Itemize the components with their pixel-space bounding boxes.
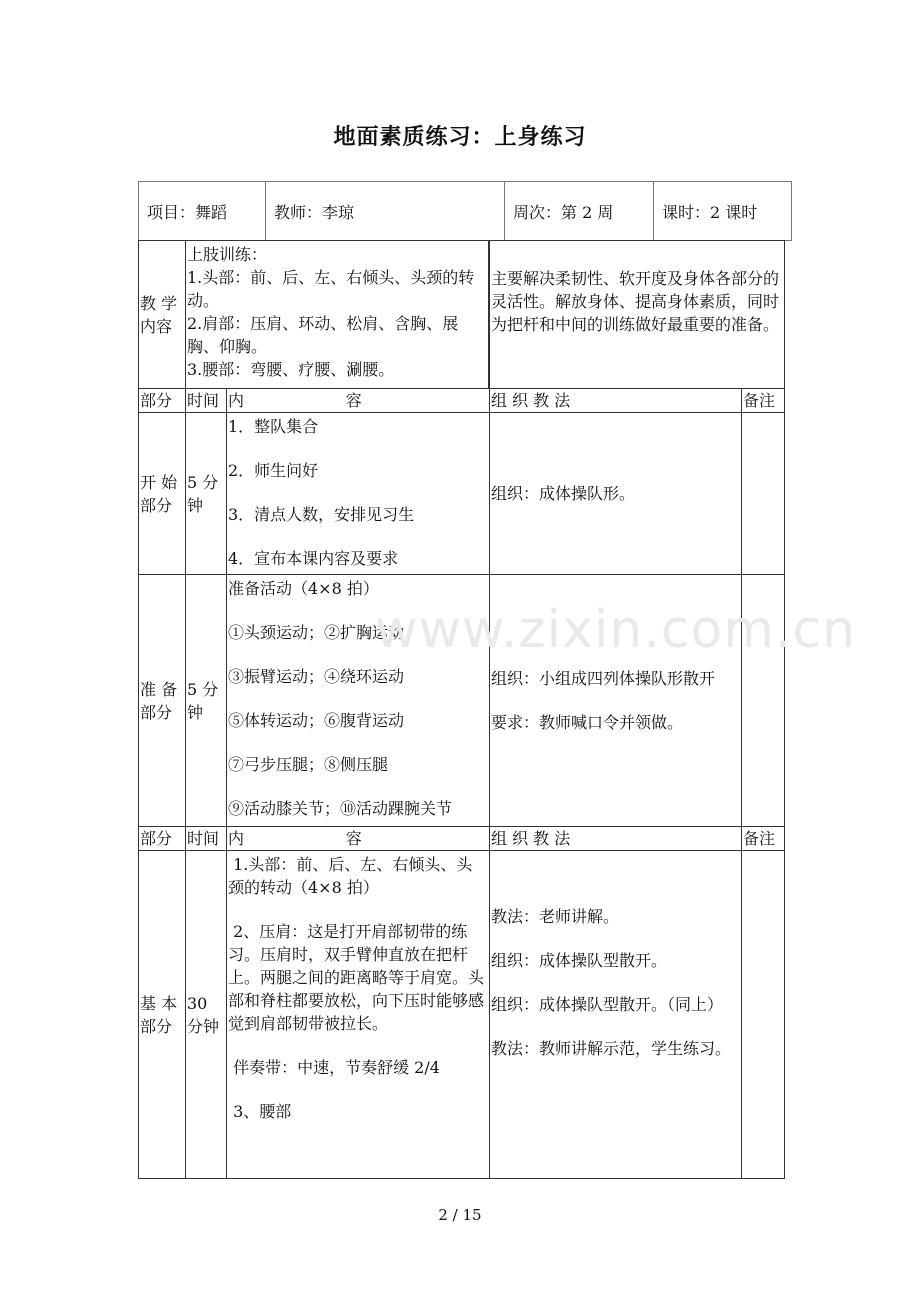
col-header-note: 备注: [742, 389, 785, 413]
content-line: 3.腰部：弯腰、疗腰、涮腰。: [187, 360, 395, 379]
content-label: 教 学 内容: [140, 293, 178, 336]
basic-item: 3、腰部: [228, 1102, 292, 1121]
prep-time: 5 分 钟: [186, 575, 227, 827]
basic-note: [742, 851, 785, 1179]
basic-section-row: [139, 851, 785, 1179]
prep-method-line: 要求：教师喊口令并领做。: [491, 713, 684, 732]
column-header-row: [139, 389, 785, 413]
start-section-row: [139, 413, 785, 575]
content-overview-cell: [186, 241, 490, 389]
task-text: 主要解决柔韧性、软开度及身体各部分的灵活性。解放身体、提高身体素质，同时为把杆和中间的训练做好最重要的准备。: [490, 241, 785, 389]
content-lines: [186, 241, 489, 388]
basic-method: [490, 851, 742, 1179]
start-time: 5 分钟: [186, 413, 227, 575]
week-cell: 周次：第 2 周: [505, 182, 654, 241]
page-title: 地面素质练习：上身练习: [333, 125, 587, 150]
basic-item: 1.头部：前、后、左、右倾头、头颈的转动（4×8 拍）: [228, 855, 473, 897]
hours-cell: 课时：2 课时: [654, 182, 792, 241]
prep-method-line: 组织：小组成四列体操队形散开: [491, 669, 716, 688]
lesson-plan-table: [138, 240, 785, 1179]
watermark: www.zixin.com.cn: [375, 600, 856, 660]
prep-content: [227, 575, 490, 827]
col-header-note: 备注: [742, 827, 785, 851]
col-header-part: 部分: [139, 827, 186, 851]
basic-item: 2、压肩：这是打开肩部韧带的练习。压肩时，双手臂伸直放在把杆上。两腿之间的距离略等于肩宽。头部和脊柱都要放松，向下压时能够感觉到肩部韧带被拉长。: [228, 922, 485, 1033]
prep-item: ③振臂运动；④绕环运动: [228, 667, 405, 686]
prep-method: [490, 575, 742, 827]
prep-item: ①头颈运动；②扩胸运动: [228, 623, 405, 642]
content-line: 上肢训练：: [187, 245, 268, 264]
prep-section-row: [139, 575, 785, 827]
col-header-time: 时间: [186, 389, 227, 413]
basic-item: 伴奏带：中速，节奏舒缓 2/4: [228, 1058, 440, 1077]
page-number: 2 / 15: [438, 1206, 482, 1224]
basic-content: [227, 851, 490, 1179]
col-header-content: 内 容: [227, 827, 490, 851]
basic-time: 30 分钟: [186, 851, 227, 1179]
basic-method-line: 组织：成体操队型散开。: [491, 951, 668, 970]
start-item: 3．清点人数，安排见习生: [228, 505, 415, 524]
prep-item: 准备活动（4×8 拍）: [228, 579, 379, 598]
col-header-method: 组 织 教 法: [490, 827, 742, 851]
teacher-cell: 教师：李琼: [266, 182, 505, 241]
prep-part: 准 备 部分: [139, 575, 186, 827]
basic-method-line: 教法：老师讲解。: [491, 907, 620, 926]
start-item: 1．整队集合: [228, 417, 319, 436]
start-note: [742, 413, 785, 575]
basic-part: 基 本 部分: [139, 851, 186, 1179]
start-content: [227, 413, 490, 575]
start-item: 2．师生问好: [228, 461, 319, 480]
content-label-cell: [139, 241, 186, 389]
start-item: 4．宣布本课内容及要求: [228, 549, 399, 568]
col-header-part: 部分: [139, 389, 186, 413]
prep-item: ⑦弓步压腿；⑧侧压腿: [228, 755, 389, 774]
start-part: 开 始 部分: [139, 413, 186, 575]
content-line: 1.头部：前、后、左、右倾头、头颈的转动。: [187, 268, 475, 310]
prep-item: ⑨活动膝关节；⑩活动踝腕关节: [228, 799, 453, 818]
col-header-time: 时间: [186, 827, 227, 851]
overview-row: [139, 241, 785, 389]
project-cell: 项目：舞蹈: [139, 182, 266, 241]
prep-item: ⑤体转运动；⑥腹背运动: [228, 711, 405, 730]
basic-method-line: 教法：教师讲解示范，学生练习。: [491, 1039, 732, 1058]
lesson-header-table: [138, 181, 792, 241]
basic-method-line: 组织：成体操队型散开。（同上）: [491, 995, 724, 1014]
content-line: 2.肩部：压肩、环动、松肩、含胸、展胸、仰胸。: [187, 314, 459, 356]
column-header-row: [139, 827, 785, 851]
start-method: 组织：成体操队形。: [490, 413, 742, 575]
col-header-method: 组 织 教 法: [490, 389, 742, 413]
prep-note: [742, 575, 785, 827]
col-header-content: 内 容: [227, 389, 490, 413]
